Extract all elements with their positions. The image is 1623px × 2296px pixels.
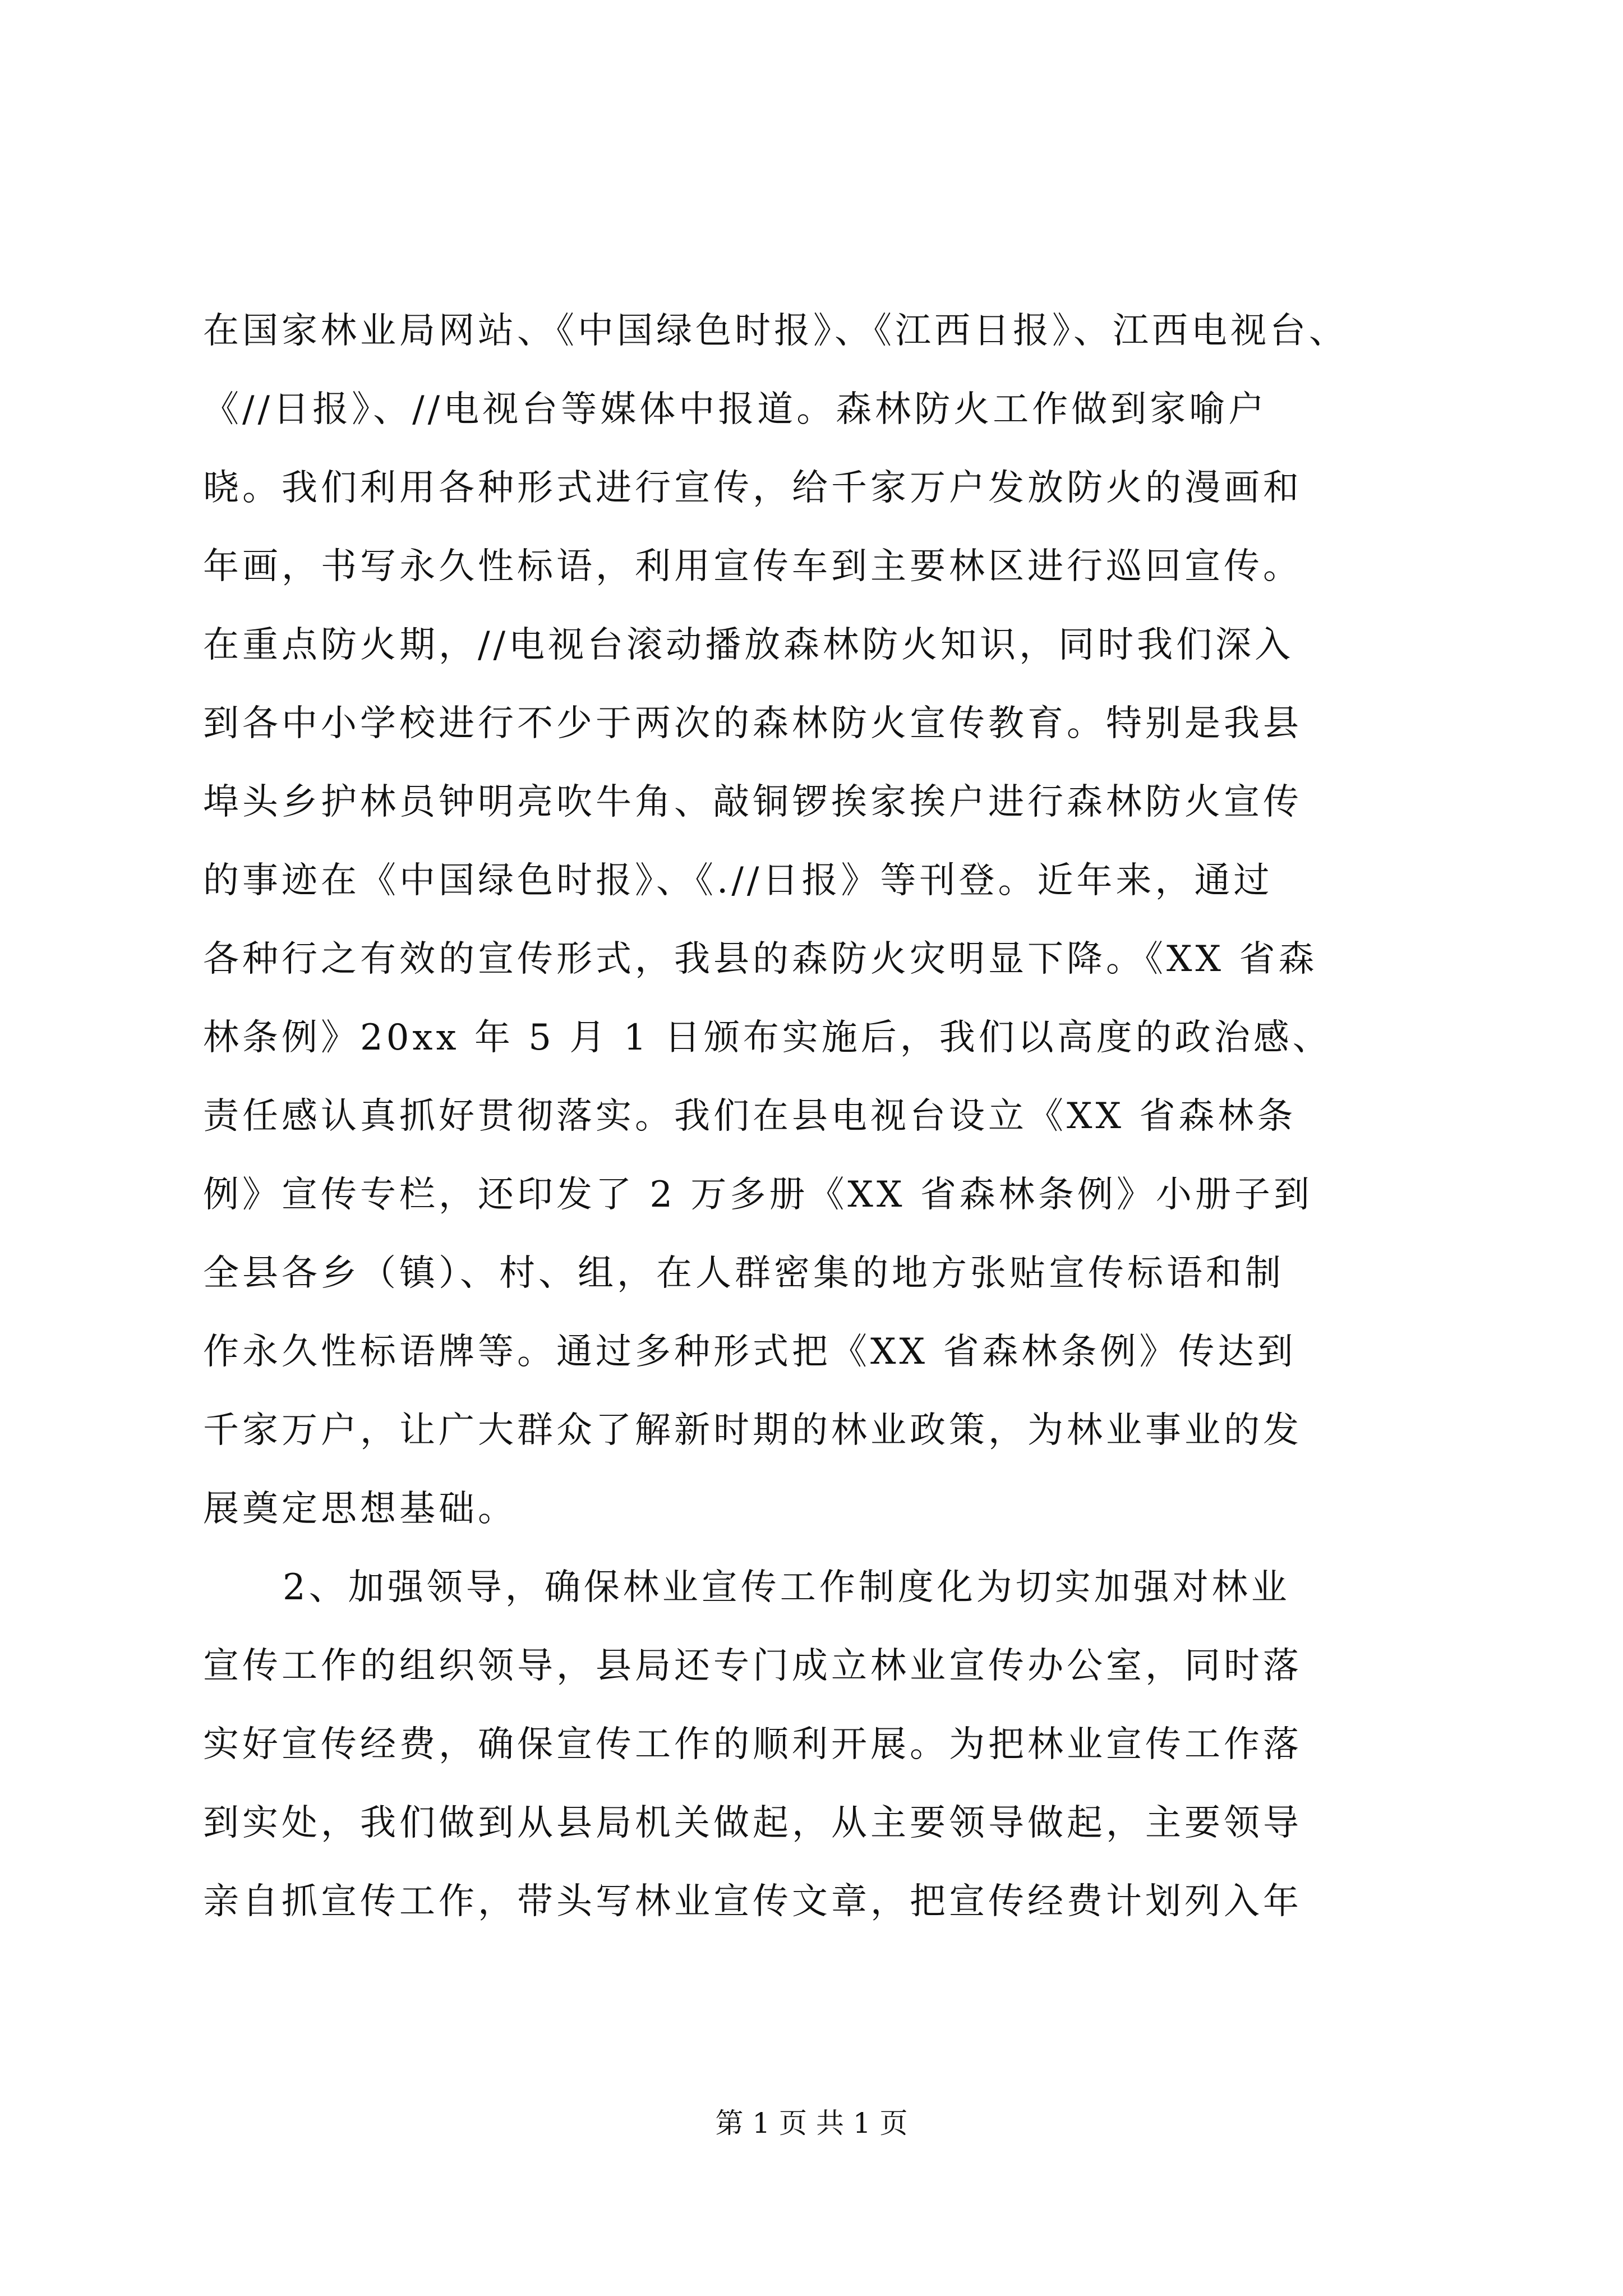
document-body xyxy=(203,292,1431,1941)
text-line: 例》宣传专栏，还印发了 2 万多册《XX 省森林条例》小册子到 xyxy=(203,1174,1313,1216)
text-line: 年画，书写永久性标语，利用宣传车到主要林区进行巡回宣传。 xyxy=(203,546,1302,587)
text-line: 埠头乡护林员钟明亮吹牛角、敲铜锣挨家挨户进行森林防火宣传 xyxy=(203,781,1302,823)
page-number-label: 第 1 页 共 1 页 xyxy=(715,2107,908,2139)
text-line: 《//日报》、//电视台等媒体中报道。森林防火工作做到家喻户 xyxy=(203,389,1268,430)
paragraph-1 xyxy=(203,292,1431,1548)
text-line: 林条例》20xx 年 5 月 1 日颁布实施后，我们以高度的政治感、 xyxy=(203,1017,1332,1059)
text-line: 宣传工作的组织领导，县局还专门成立林业宣传办公室，同时落 xyxy=(203,1645,1302,1687)
text-line: 的事迹在《中国绿色时报》、《.//日报》等刊登。近年来，通过 xyxy=(203,860,1273,901)
text-line: 责任感认真抓好贯彻落实。我们在县电视台设立《XX 省森林条 xyxy=(203,1096,1297,1137)
text-line: 作永久性标语牌等。通过多种形式把《XX 省森林条例》传达到 xyxy=(203,1331,1297,1373)
paragraph-2 xyxy=(203,1548,1431,1941)
text-line: 到实处，我们做到从县局机关做起，从主要领导做起，主要领导 xyxy=(203,1802,1302,1844)
text-line: 晓。我们利用各种形式进行宣传，给千家万户发放防火的漫画和 xyxy=(203,467,1302,509)
text-line: 在重点防火期，//电视台滚动播放森林防火知识，同时我们深入 xyxy=(203,624,1294,666)
text-line: 2、加强领导，确保林业宣传工作制度化为切实加强对林业 xyxy=(283,1567,1290,1608)
text-line: 展奠定思想基础。 xyxy=(203,1488,517,1530)
text-line: 各种行之有效的宣传形式，我县的森防火灾明显下降。《XX 省森 xyxy=(203,938,1318,980)
text-line: 亲自抓宣传工作，带头写林业宣传文章，把宣传经费计划列入年 xyxy=(203,1881,1302,1922)
text-line: 到各中小学校进行不少于两次的森林防火宣传教育。特别是我县 xyxy=(203,703,1302,744)
text-line: 全县各乡（镇）、村、组，在人群密集的地方张贴宣传标语和制 xyxy=(203,1253,1284,1294)
text-line: 千家万户，让广大群众了解新时期的林业政策，为林业事业的发 xyxy=(203,1410,1302,1451)
text-line: 实好宣传经费，确保宣传工作的顺利开展。为把林业宣传工作落 xyxy=(203,1724,1302,1765)
text-line: 在国家林业局网站、《中国绿色时报》、《江西日报》、江西电视台、 xyxy=(203,310,1348,352)
page-footer xyxy=(0,2106,1623,2140)
